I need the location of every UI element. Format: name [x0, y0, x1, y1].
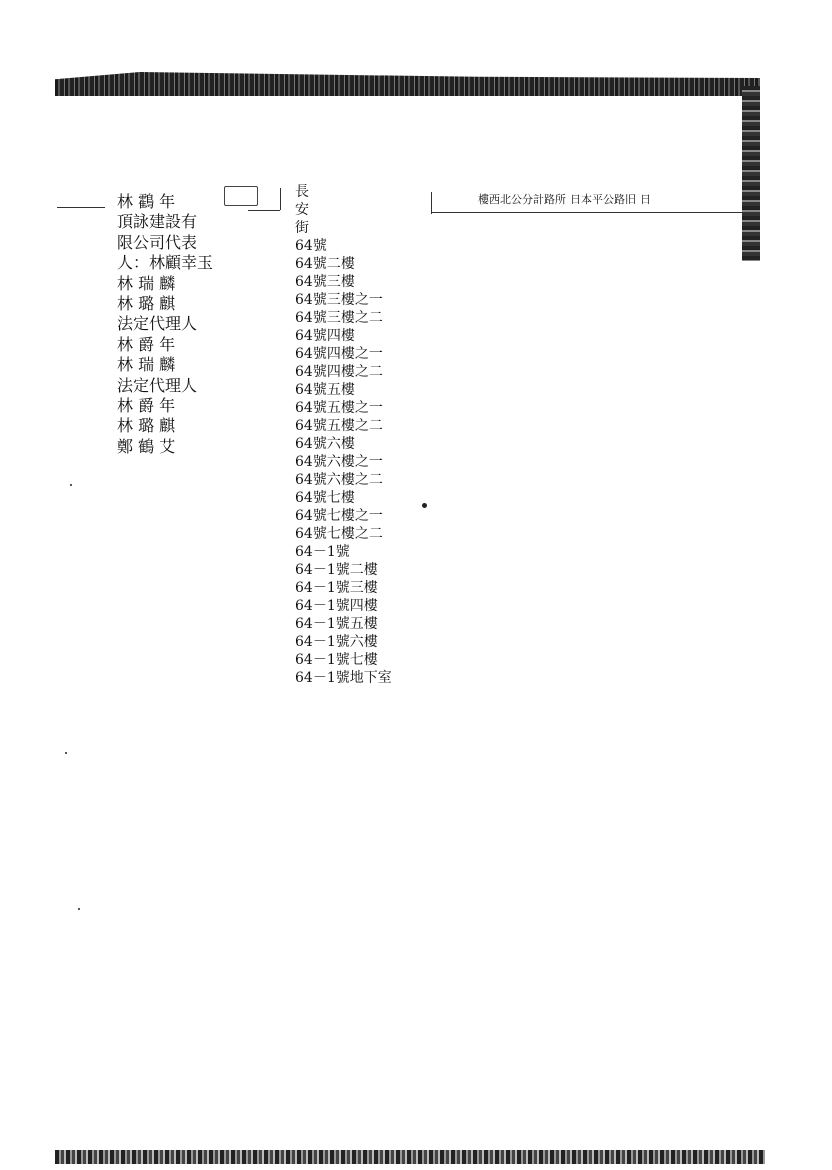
scan-border-bottom — [55, 1150, 765, 1164]
owner-name: 法定代理人 — [117, 375, 198, 395]
scan-speck — [422, 503, 427, 508]
address-line: 長 — [295, 184, 309, 200]
address-line: 街 — [295, 220, 309, 236]
scan-border-right — [742, 86, 760, 261]
address-line: 64號七樓 — [295, 490, 355, 506]
owner-name: 林 鸖 年 — [117, 192, 176, 211]
owner-name: 林 爵 年 — [117, 334, 176, 354]
address-line: 64－1號六樓 — [295, 634, 378, 650]
address-line: 64號七樓之二 — [295, 526, 383, 542]
owner-name: 頂詠建設有 — [117, 212, 198, 232]
left-bracket-line — [57, 207, 105, 208]
owner-name: 林 爵 年 — [117, 395, 176, 415]
address-line: 64號五樓之一 — [295, 400, 383, 416]
address-line: 64號六樓之一 — [295, 454, 383, 470]
scan-border-top — [55, 72, 760, 96]
address-line: 64號六樓之二 — [295, 472, 383, 488]
owner-names-column — [117, 192, 247, 457]
scan-speck — [78, 908, 80, 910]
address-line: 64－1號四樓 — [295, 598, 378, 614]
address-line: 64號四樓之二 — [295, 364, 383, 380]
address-line: 安 — [295, 202, 309, 218]
scan-speck — [65, 752, 67, 754]
address-line: 64－1號地下室 — [295, 670, 392, 686]
scan-speck — [70, 484, 72, 486]
right-bracket-line — [432, 212, 742, 213]
right-text-b: 日本平公路旧 — [570, 193, 636, 206]
address-line: 64號七樓之一 — [295, 508, 383, 524]
address-line: 64－1號七樓 — [295, 652, 378, 668]
address-line: 64號五樓 — [295, 382, 355, 398]
address-line: 64號四樓 — [295, 328, 355, 344]
owner-name: 林 璐 麒 — [117, 416, 176, 436]
mid-bracket-stem — [280, 188, 281, 210]
address-line: 64號三樓 — [295, 274, 355, 290]
address-line: 64－1號三樓 — [295, 580, 378, 596]
address-line: 64號六樓 — [295, 436, 355, 452]
owner-name: 鄭 鶴 艾 — [117, 436, 176, 456]
owner-name: 林 璐 麒 — [117, 293, 176, 313]
address-line: 64號三樓之一 — [295, 292, 383, 308]
mid-bracket-line — [248, 210, 280, 211]
owner-name: 限公司代表 — [117, 232, 198, 252]
address-line: 64號三樓之二 — [295, 310, 383, 326]
owner-name: 林 瑞 麟 — [117, 273, 176, 293]
address-line: 64號 — [295, 238, 327, 254]
address-line: 64－1號五樓 — [295, 616, 378, 632]
address-column — [295, 183, 455, 687]
owner-name: 林 瑞 麟 — [117, 355, 176, 375]
right-column-text — [478, 193, 718, 207]
address-line: 64－1號二樓 — [295, 562, 378, 578]
address-line: 64號四樓之一 — [295, 346, 383, 362]
owner-name: 法定代理人 — [117, 314, 198, 334]
address-line: 64－1號 — [295, 544, 350, 560]
address-line: 64號二樓 — [295, 256, 355, 272]
owner-name: 人：林顧幸玉 — [117, 253, 214, 273]
right-text-a: 樓西北公分計路所 — [478, 193, 566, 206]
right-text-c: 日 — [640, 193, 651, 206]
address-line: 64號五樓之二 — [295, 418, 383, 434]
